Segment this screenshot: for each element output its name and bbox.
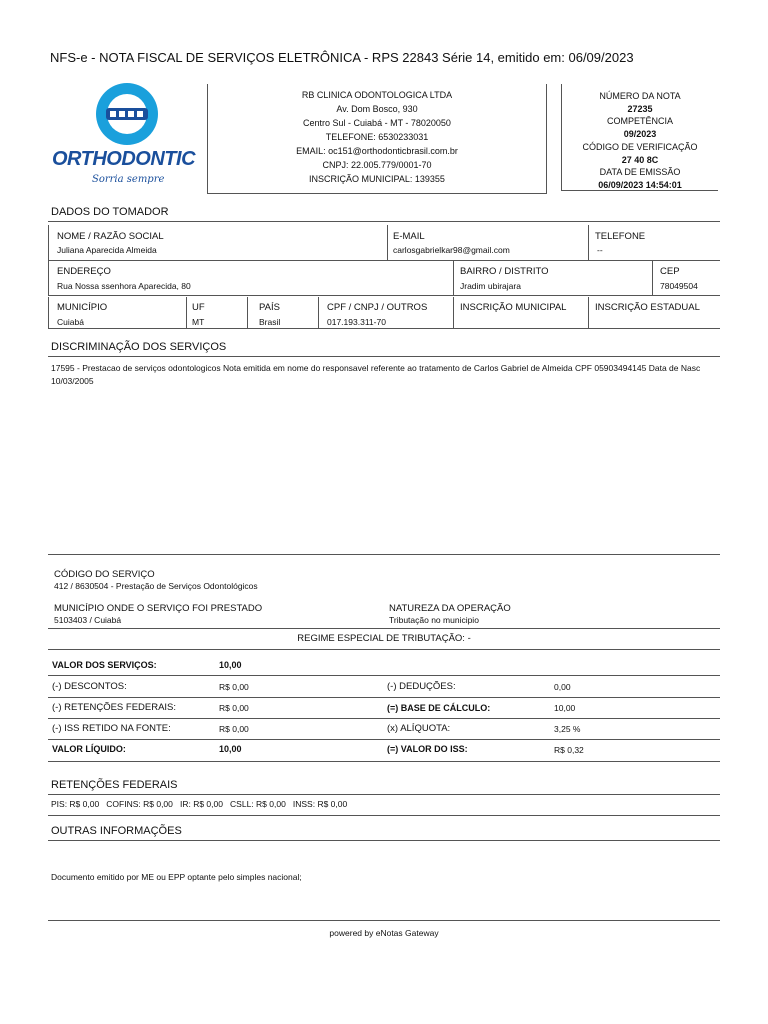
iss-retained-label: (-) ISS RETIDO NA FONTE: xyxy=(52,723,171,734)
tomador-cep-label: CEP xyxy=(660,266,680,277)
tomador-city: Cuiabá xyxy=(57,317,84,327)
service-code-label: CÓDIGO DO SERVIÇO xyxy=(54,569,155,580)
iss-value-label: (=) VALOR DO ISS: xyxy=(387,744,468,754)
discounts-value: R$ 0,00 xyxy=(219,682,249,692)
services-value: 10,00 xyxy=(219,660,242,670)
tomador-name: Juliana Aparecida Almeida xyxy=(57,245,157,255)
deductions-label: (-) DEDUÇÕES: xyxy=(387,681,456,692)
emitter-phone: TELEFONE: 6530233031 xyxy=(325,132,429,142)
company-logo xyxy=(52,82,202,192)
tomador-address-label: ENDEREÇO xyxy=(57,266,111,277)
brand-tagline: Sorria sempre xyxy=(92,174,165,185)
discounts-label: (-) DESCONTOS: xyxy=(52,681,127,692)
tomador-address: Rua Nossa ssenhora Aparecida, 80 xyxy=(57,281,191,291)
iss-retained-value: R$ 0,00 xyxy=(219,724,249,734)
tomador-doc: 017.193.311-70 xyxy=(327,317,386,327)
verification-code: 27 40 8C xyxy=(621,154,659,165)
operation-nature-label: NATUREZA DA OPERAÇÃO xyxy=(389,603,511,614)
rate-label: (x) ALÍQUOTA: xyxy=(387,723,451,734)
tomador-section-title: DADOS DO TOMADOR xyxy=(51,206,169,218)
tomador-country-label: PAÍS xyxy=(259,302,280,313)
tomador-doc-label: CPF / CNPJ / OUTROS xyxy=(327,302,428,313)
competence-label: COMPETÊNCIA xyxy=(606,116,673,127)
emission-date: 06/09/2023 14:54:01 xyxy=(598,179,682,190)
service-municipality: 5103403 / Cuiabá xyxy=(54,615,122,625)
emitter-block xyxy=(208,89,546,186)
tomador-ie-label: INSCRIÇÃO ESTADUAL xyxy=(595,302,700,313)
calc-base-label: (=) BASE DE CÁLCULO: xyxy=(387,703,491,713)
tomador-country: Brasil xyxy=(259,317,281,327)
services-section-title: DISCRIMINAÇÃO DOS SERVIÇOS xyxy=(51,341,227,353)
net-value: 10,00 xyxy=(219,744,242,754)
emission-label: DATA DE EMISSÃO xyxy=(599,167,681,178)
tomador-email: carlosgabrielkar98@gmail.com xyxy=(393,245,510,255)
emitter-address: Av. Dom Bosco, 930 xyxy=(336,104,418,114)
rate-value: 3,25 % xyxy=(554,724,581,734)
emitter-im: INSCRIÇÃO MUNICIPAL: 139355 xyxy=(309,174,445,184)
tomador-city-label: MUNICÍPIO xyxy=(57,302,108,313)
service-municipality-label: MUNICÍPIO ONDE O SERVIÇO FOI PRESTADO xyxy=(54,603,263,614)
tomador-district-label: BAIRRO / DISTRITO xyxy=(460,266,549,277)
tomador-cep: 78049504 xyxy=(660,281,698,291)
competence: 09/2023 xyxy=(623,129,657,140)
other-info-line: Documento emitido por ME ou EPP optante pelo simples nacional; xyxy=(51,872,302,882)
emitter-city: Centro Sul - Cuiabá - MT - 78020050 xyxy=(303,118,451,128)
note-number: 27235 xyxy=(627,103,653,114)
calc-base-value: 10,00 xyxy=(554,703,576,713)
service-code: 412 / 8630504 - Prestação de Serviços Odontológicos xyxy=(54,581,258,591)
tomador-uf-label: UF xyxy=(192,302,205,313)
iss-value: R$ 0,32 xyxy=(554,745,584,755)
note-info xyxy=(562,90,718,192)
tomador-district: Jradim ubirajara xyxy=(460,281,521,291)
tomador-email-label: E-MAIL xyxy=(393,231,425,242)
brand-name: ORTHODONTIC xyxy=(52,148,196,170)
federal-retentions-label: (-) RETENÇÕES FEDERAIS: xyxy=(52,702,177,713)
tomador-uf: MT xyxy=(192,317,205,327)
services-description: 17595 - Prestacao de serviços odontologicos Nota emitida em nome do responsavel referente ao tratamento de Carlos Gabriel de Almeida CPF 05903494145 Data de Nasc 10/03/2005 xyxy=(51,363,701,386)
tax-regime: REGIME ESPECIAL DE TRIBUTAÇÃO: - xyxy=(297,633,471,644)
federal-retentions-line: PIS: R$ 0,00 COFINS: R$ 0,00 IR: R$ 0,00 CSLL: R$ 0,00 INSS: R$ 0,00 xyxy=(51,799,348,809)
note-number-label: NÚMERO DA NOTA xyxy=(599,91,681,101)
federal-section-title: RETENÇÕES FEDERAIS xyxy=(51,779,178,791)
document-title: NFS-e - NOTA FISCAL DE SERVIÇOS ELETRÔNICA - RPS 22843 Série 14, emitido em: 06/09/2023 xyxy=(50,50,634,65)
emitter-email: EMAIL: oc151@orthodonticbrasil.com.br xyxy=(296,146,458,156)
net-value-label: VALOR LÍQUIDO: xyxy=(52,744,126,754)
other-section-title: OUTRAS INFORMAÇÕES xyxy=(51,825,182,837)
emitter-cnpj: CNPJ: 22.005.779/0001-70 xyxy=(322,160,432,170)
tomador-phone: -- xyxy=(597,245,603,255)
services-value-label: VALOR DOS SERVIÇOS: xyxy=(52,660,157,670)
federal-retentions-value: R$ 0,00 xyxy=(219,703,249,713)
powered-by: powered by eNotas Gateway xyxy=(329,928,439,938)
tomador-im-label: INSCRIÇÃO MUNICIPAL xyxy=(460,302,567,313)
tomador-name-label: NOME / RAZÃO SOCIAL xyxy=(57,231,164,242)
tomador-phone-label: TELEFONE xyxy=(595,231,646,242)
operation-nature: Tributação no municipio xyxy=(389,615,479,625)
deductions-value: 0,00 xyxy=(554,682,571,692)
emitter-name: RB CLINICA ODONTOLOGICA LTDA xyxy=(301,90,453,100)
verification-label: CÓDIGO DE VERIFICAÇÃO xyxy=(582,141,698,152)
